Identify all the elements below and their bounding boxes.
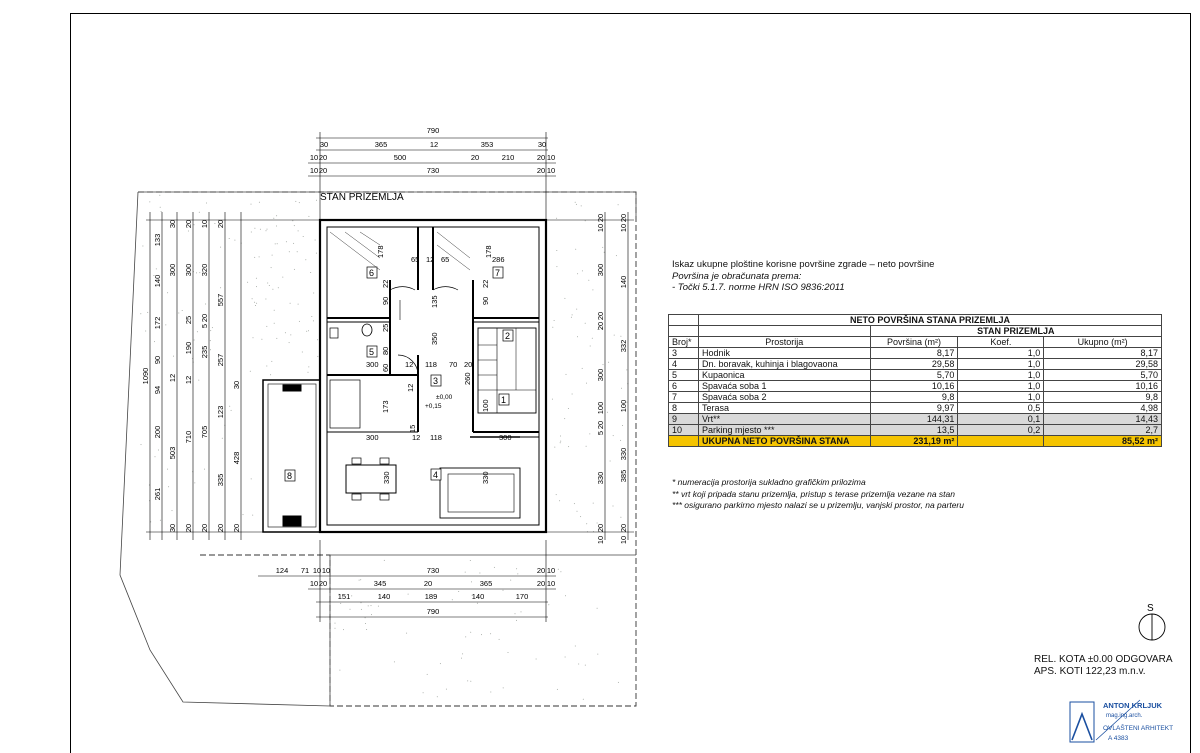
- svg-text:300: 300: [596, 263, 605, 277]
- svg-text:172: 172: [153, 316, 162, 330]
- svg-text:±0,00: ±0,00: [436, 394, 453, 401]
- svg-text:10: 10: [546, 566, 556, 575]
- svg-text:94: 94: [153, 385, 162, 395]
- svg-text:71: 71: [300, 566, 310, 575]
- svg-text:170: 170: [515, 592, 529, 601]
- table-row: 9 Vrt** 144,31 0,1 14,43: [669, 414, 1162, 425]
- svg-text:20: 20: [318, 166, 328, 175]
- svg-text:261: 261: [153, 487, 162, 501]
- svg-text:20: 20: [536, 566, 546, 575]
- svg-text:30: 30: [168, 219, 177, 229]
- svg-text:10: 10: [619, 535, 628, 545]
- svg-text:100: 100: [596, 401, 605, 415]
- svg-text:20: 20: [184, 523, 193, 533]
- svg-text:65: 65: [411, 255, 420, 264]
- svg-text:320: 320: [200, 263, 209, 277]
- terrace-outline: [263, 380, 320, 532]
- svg-text:151: 151: [337, 592, 351, 601]
- svg-text:10: 10: [596, 223, 605, 233]
- svg-text:20: 20: [470, 153, 480, 162]
- table-title: NETO POVRŠINA STANA PRIZEMLJA: [698, 315, 1161, 326]
- svg-text:10: 10: [546, 153, 556, 162]
- svg-text:20: 20: [184, 219, 193, 229]
- svg-text:20: 20: [232, 523, 241, 533]
- svg-text:200: 200: [153, 425, 162, 439]
- svg-text:20: 20: [596, 523, 605, 533]
- net-area-table: [668, 314, 1162, 447]
- intro-line-1: Iskaz ukupne ploštine korisne površine zgrade – neto površine: [672, 259, 935, 270]
- svg-text:710: 710: [184, 430, 193, 444]
- footnote-2: ** vrt koji pripada stanu prizemlja, pristup s terase prizemlja vezane na stan: [672, 488, 955, 499]
- svg-text:20: 20: [200, 313, 209, 323]
- header-broj: Broj*: [669, 337, 699, 348]
- svg-text:178: 178: [376, 245, 385, 258]
- svg-text:10: 10: [619, 223, 628, 233]
- stamp-title: mag.ing.arch.: [1106, 713, 1143, 719]
- north-arrow: [1139, 603, 1165, 640]
- svg-text:173: 173: [381, 400, 390, 413]
- svg-text:178: 178: [484, 245, 493, 258]
- svg-text:10: 10: [309, 166, 319, 175]
- svg-text:20: 20: [216, 219, 225, 229]
- svg-text:12: 12: [412, 433, 421, 442]
- header-prostorija: Prostorija: [698, 337, 870, 348]
- svg-text:133: 133: [153, 233, 162, 247]
- interior-dimensions: [366, 245, 512, 484]
- svg-text:124: 124: [275, 566, 289, 575]
- svg-text:20: 20: [536, 153, 546, 162]
- svg-text:10: 10: [546, 579, 556, 588]
- svg-text:100: 100: [481, 399, 490, 412]
- svg-text:260: 260: [463, 372, 472, 385]
- table-row: 7 Spavaća soba 2 9,8 1,0 9,8: [669, 392, 1162, 403]
- bottom-dimension-texts: [276, 566, 555, 616]
- right-dimension-texts: [596, 214, 628, 544]
- svg-text:300: 300: [168, 263, 177, 277]
- table-row: 5 Kupaonica 5,70 1,0 5,70: [669, 370, 1162, 381]
- svg-text:20: 20: [536, 166, 546, 175]
- room-number-6: 6: [369, 268, 375, 278]
- svg-text:5: 5: [200, 323, 209, 329]
- svg-text:20: 20: [216, 523, 225, 533]
- rel-line-2: APS. KOTI 122,23 m.n.v.: [1034, 666, 1146, 677]
- total-label: UKUPNA NETO POVRŠINA STANA: [698, 436, 870, 447]
- svg-text:345: 345: [373, 579, 387, 588]
- svg-text:60: 60: [381, 363, 390, 372]
- svg-text:20: 20: [596, 321, 605, 331]
- intro-line-3: - Točki 5.1.7. norme HRN ISO 9836:2011: [672, 282, 845, 293]
- stamp-role: OVLAŠTENI ARHITEKT: [1103, 725, 1174, 732]
- svg-text:25: 25: [381, 323, 390, 332]
- svg-text:12: 12: [405, 360, 414, 369]
- stamp-logo-icon: [1072, 714, 1092, 740]
- stamp-name: ANTON KRLJUK: [1103, 701, 1163, 710]
- rel-line-1: REL. KOTA ±0.00 ODGOVARA: [1034, 654, 1173, 665]
- svg-text:790: 790: [426, 607, 440, 616]
- footnote-3: *** osigurano parkirno mjesto nalazi se u prizemlju, vanjski prostor, na parteru: [672, 500, 964, 510]
- top-dimension-texts: [310, 126, 555, 175]
- svg-text:20: 20: [596, 420, 605, 430]
- svg-text:30: 30: [168, 523, 177, 533]
- svg-text:1090: 1090: [141, 367, 150, 385]
- svg-text:257: 257: [216, 353, 225, 367]
- svg-text:+0,15: +0,15: [425, 403, 442, 410]
- intro-line-2: Površina je obračunata prema:: [672, 270, 802, 282]
- svg-text:140: 140: [153, 274, 162, 288]
- svg-text:70: 70: [449, 360, 458, 369]
- table-row: 10 Parking mjesto *** 13,5 0,2 2,7: [669, 425, 1162, 436]
- room-number-3: 3: [433, 376, 439, 386]
- table-total-row: [669, 436, 1162, 447]
- svg-text:428: 428: [232, 451, 241, 465]
- svg-text:189: 189: [424, 592, 438, 601]
- svg-text:350: 350: [430, 332, 439, 345]
- total-ukupno: 85,52 m²: [1044, 436, 1162, 447]
- svg-text:20: 20: [536, 579, 546, 588]
- table-row: 8 Terasa 9,97 0,5 4,98: [669, 403, 1162, 414]
- svg-text:30: 30: [537, 140, 547, 149]
- right-dimension-lines: [546, 212, 634, 540]
- svg-text:12: 12: [168, 373, 177, 383]
- svg-text:286: 286: [492, 255, 505, 264]
- svg-text:210: 210: [501, 153, 515, 162]
- header-povrsina: Površina (m²): [870, 337, 958, 348]
- svg-text:20: 20: [464, 360, 473, 369]
- svg-text:140: 140: [619, 275, 628, 289]
- svg-text:330: 330: [596, 471, 605, 485]
- svg-text:300: 300: [499, 433, 512, 442]
- bottom-dimension-lines: [258, 540, 556, 622]
- svg-text:330: 330: [619, 447, 628, 461]
- svg-text:65: 65: [441, 255, 450, 264]
- svg-text:22: 22: [481, 279, 490, 288]
- svg-text:300: 300: [596, 368, 605, 382]
- svg-text:235: 235: [200, 345, 209, 359]
- svg-text:20: 20: [200, 523, 209, 533]
- svg-text:300: 300: [366, 360, 379, 369]
- svg-text:330: 330: [382, 471, 391, 484]
- svg-text:20: 20: [596, 311, 605, 321]
- svg-text:705: 705: [200, 425, 209, 439]
- svg-text:12: 12: [184, 375, 193, 385]
- stamp-number: A 4383: [1108, 735, 1129, 742]
- svg-text:353: 353: [480, 140, 494, 149]
- svg-text:30: 30: [232, 380, 241, 390]
- svg-text:10: 10: [200, 219, 209, 229]
- svg-text:12: 12: [406, 383, 415, 392]
- north-label: S: [1147, 603, 1154, 614]
- svg-text:100: 100: [619, 399, 628, 413]
- garden-texture: [140, 195, 628, 700]
- svg-text:118: 118: [430, 433, 442, 442]
- svg-text:365: 365: [479, 579, 493, 588]
- svg-text:90: 90: [481, 296, 490, 305]
- svg-text:730: 730: [426, 566, 440, 575]
- room-number-5: 5: [369, 347, 375, 357]
- svg-text:10: 10: [312, 566, 322, 575]
- architect-stamp: [1070, 700, 1173, 742]
- svg-text:15: 15: [408, 424, 417, 433]
- total-povrsina: 231,19 m²: [870, 436, 958, 447]
- svg-text:20: 20: [619, 213, 628, 223]
- svg-text:10: 10: [596, 535, 605, 545]
- svg-text:20: 20: [423, 579, 433, 588]
- svg-text:140: 140: [377, 592, 391, 601]
- svg-text:557: 557: [216, 293, 225, 307]
- svg-text:20: 20: [619, 523, 628, 533]
- svg-text:332: 332: [619, 339, 628, 353]
- header-koef: Koef.: [958, 337, 1044, 348]
- footnote-1: * numeracija prostorija sukladno grafičkim prilozima: [672, 477, 866, 487]
- svg-text:20: 20: [318, 579, 328, 588]
- plan-title: STAN PRIZEMLJA: [320, 192, 404, 203]
- room-number-8: 8: [287, 471, 293, 481]
- svg-text:10: 10: [309, 153, 319, 162]
- plot-dashed-outline: [138, 192, 636, 706]
- svg-text:385: 385: [619, 469, 628, 483]
- svg-text:123: 123: [216, 405, 225, 419]
- svg-text:5: 5: [596, 430, 605, 436]
- svg-text:503: 503: [168, 446, 177, 460]
- svg-text:335: 335: [216, 473, 225, 487]
- svg-text:22: 22: [381, 279, 390, 288]
- svg-text:20: 20: [318, 153, 328, 162]
- left-dimension-texts: [141, 220, 241, 532]
- svg-text:500: 500: [393, 153, 407, 162]
- footnotes: [672, 477, 964, 512]
- svg-text:90: 90: [153, 355, 162, 365]
- room-number-1: 1: [501, 395, 507, 405]
- svg-text:365: 365: [374, 140, 388, 149]
- room-number-7: 7: [495, 268, 501, 278]
- room-number-2: 2: [505, 331, 511, 341]
- header-ukupno: Ukupno (m²): [1044, 337, 1162, 348]
- svg-text:20: 20: [596, 213, 605, 223]
- table-row: 4 Dn. boravak, kuhinja i blagovaona 29,58 1,0 29,58: [669, 359, 1162, 370]
- svg-text:25: 25: [184, 315, 193, 325]
- svg-text:12: 12: [429, 140, 439, 149]
- svg-text:330: 330: [481, 471, 490, 484]
- room-number-4: 4: [433, 470, 439, 480]
- svg-text:190: 190: [184, 341, 193, 355]
- svg-text:80: 80: [381, 346, 390, 355]
- svg-text:300: 300: [366, 433, 379, 442]
- table-subtitle: STAN PRIZEMLJA: [870, 326, 1161, 337]
- svg-text:730: 730: [426, 166, 440, 175]
- svg-text:10: 10: [321, 566, 331, 575]
- svg-text:140: 140: [471, 592, 485, 601]
- intro-text: [672, 259, 934, 294]
- svg-text:90: 90: [381, 296, 390, 305]
- table-header-row: [669, 337, 1162, 348]
- svg-text:118: 118: [425, 360, 437, 369]
- svg-text:790: 790: [426, 126, 440, 135]
- table-row: 3 Hodnik 8,17 1,0 8,17: [669, 348, 1162, 359]
- svg-text:135: 135: [430, 295, 439, 308]
- svg-text:30: 30: [319, 140, 329, 149]
- svg-text:10: 10: [309, 579, 319, 588]
- svg-text:12: 12: [426, 255, 435, 264]
- table-row: 6 Spavaća soba 1 10,16 1,0 10,16: [669, 381, 1162, 392]
- reference-level-note: [1034, 654, 1173, 678]
- svg-text:10: 10: [546, 166, 556, 175]
- svg-text:300: 300: [184, 263, 193, 277]
